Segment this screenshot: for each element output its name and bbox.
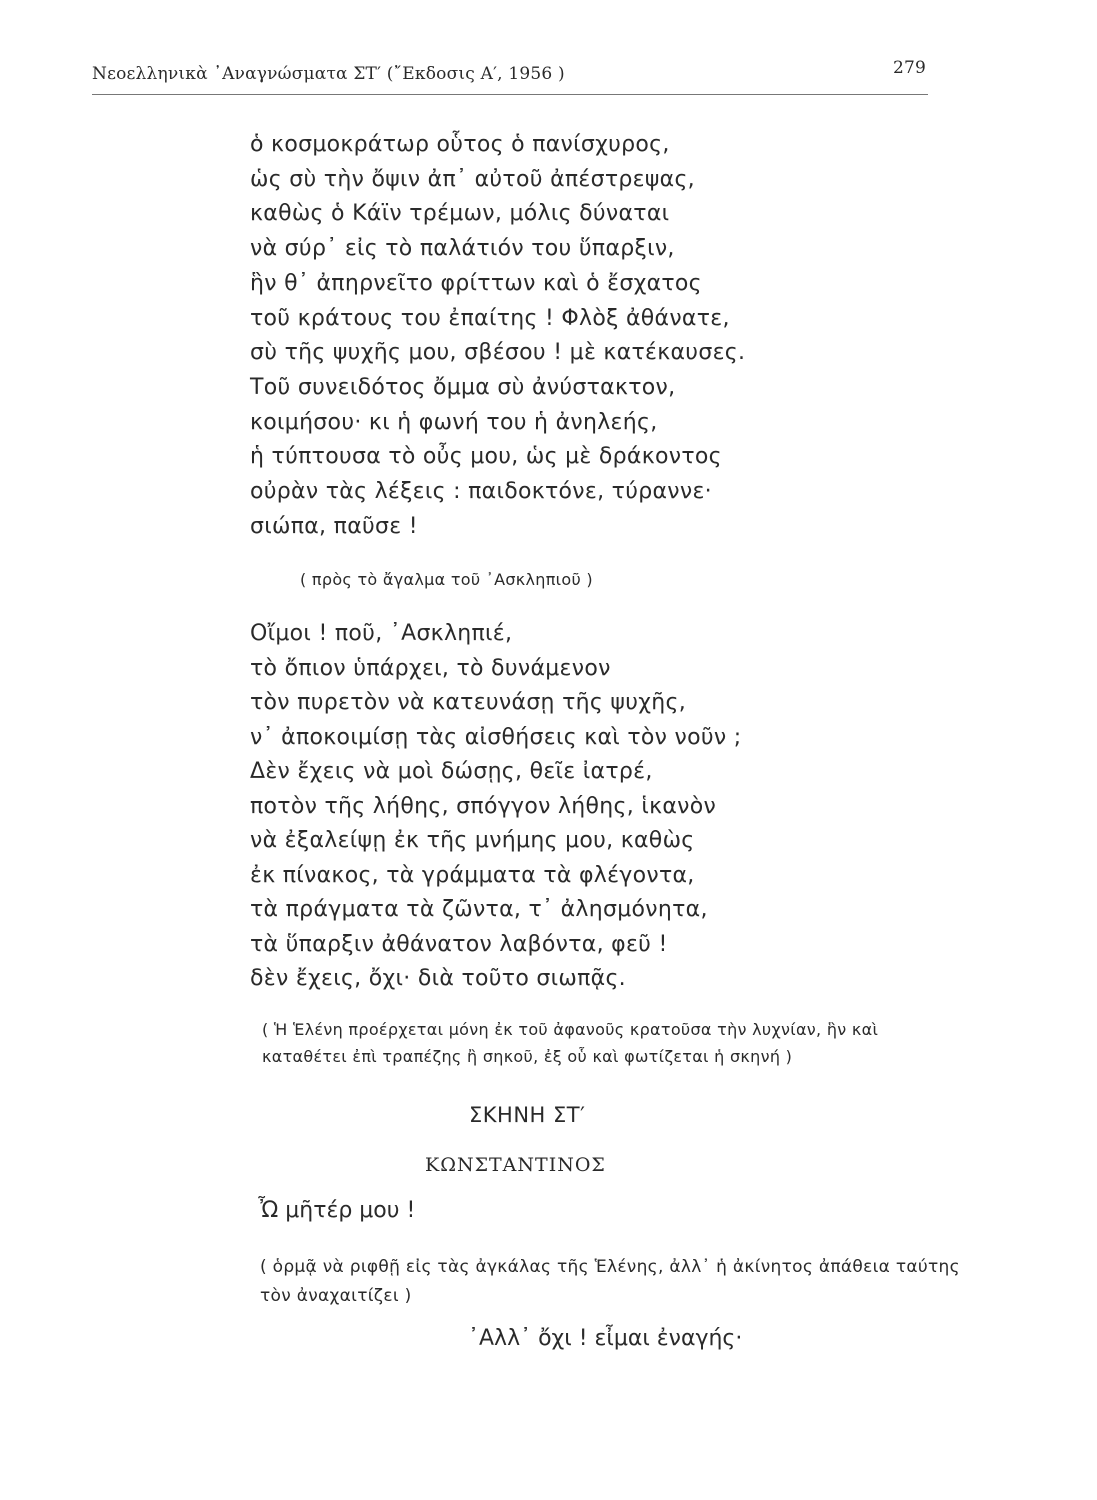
verse-line: τὸ ὄπιον ὑπάρχει, τὸ δυνάμενον — [250, 655, 611, 681]
stage-direction-embrace: ( ὁρμᾷ νὰ ριφθῇ εἰς τὰς ἀγκάλας τῆς Ἑλένης, ἀλλ᾿ ἡ ἀκίνητος ἀπάθεια ταύτης τὸν ἀναχαιτίζει ) — [260, 1257, 960, 1306]
page-number: 279 — [892, 58, 926, 78]
verse-block-1 — [250, 128, 745, 544]
running-header — [92, 58, 928, 92]
speaker-name: ΚΩΝΣΤΑΝΤΙΝΟΣ — [425, 1154, 606, 1176]
verse-line: νὰ ἐξαλείψῃ ἐκ τῆς μνήμης μου, καθὼς — [250, 828, 695, 853]
verse-line: Τοῦ συνειδότος ὄμμα σὺ ἀνύστακτον, — [250, 374, 676, 400]
verse-line: δὲν ἔχεις, ὄχι· διὰ τοῦτο σιωπᾷς. — [250, 966, 626, 991]
verse-line: ὡς σὺ τὴν ὄψιν ἀπ᾿ αὐτοῦ ἀπέστρεψας, — [250, 166, 695, 192]
verse-line: τὸν πυρετὸν νὰ κατευνάσῃ τῆς ψυχῆς, — [250, 690, 686, 715]
verse-line: καθὼς ὁ Κάϊν τρέμων, μόλις δύναται — [250, 201, 670, 227]
running-title: Νεοελληνικὰ ᾿Αναγνώσματα ΣΤ′ (῎Εκδοσις Α′, 1956 ) — [92, 64, 565, 84]
verse-line: τὰ ὕπαρξιν ἀθάνατον λαβόντα, φεῦ ! — [250, 931, 668, 957]
header-rule — [92, 94, 928, 95]
verse-line: νὰ σύρ᾿ εἰς τὸ παλάτιόν του ὕπαρξιν, — [250, 236, 675, 262]
verse-block-2 — [250, 617, 741, 997]
stage-direction-asclepius: ( πρὸς τὸ ἄγαλμα τοῦ ᾿Ασκληπιοῦ ) — [300, 570, 593, 589]
scene-heading: ΣΚΗΝΗ ΣΤ′ — [469, 1103, 586, 1127]
verse-line: οὐρὰν τὰς λέξεις : παιδοκτόνε, τύραννε· — [250, 479, 712, 505]
speech-line: ᾿Αλλ᾿ ὄχι ! εἶμαι ἐναγής· — [468, 1326, 743, 1351]
verse-line: σιώπα, παῦσε ! — [250, 513, 418, 539]
verse-line: ἣν θ᾿ ἀπηρνεῖτο φρίττων καὶ ὁ ἔσχατος — [250, 270, 702, 296]
stage-direction-helen-enters: ( Ἡ Ἑλένη προέρχεται μόνη ἐκ τοῦ ἀφανοῦς κρατοῦσα τὴν λυχνίαν, ἣν καὶ καταθέτει ἐπὶ τραπέζης ἢ σηκοῦ, ἐξ οὗ καὶ φωτίζεται ἡ σκηνή ) — [262, 1020, 879, 1066]
verse-line: Οἴμοι ! ποῦ, ᾿Ασκληπιέ, — [250, 621, 513, 646]
speech-line: Ὦ μῆτέρ μου ! — [258, 1198, 416, 1223]
verse-line: σὺ τῆς ψυχῆς μου, σβέσου ! μὲ κατέκαυσες. — [250, 340, 746, 366]
verse-line: ἐκ πίνακος, τὰ γράμματα τὰ φλέγοντα, — [250, 862, 695, 888]
verse-line: ἡ τύπτουσα τὸ οὖς μου, ὡς μὲ δράκοντος — [250, 444, 722, 470]
verse-line: τοῦ κράτους του ἐπαίτης ! Φλὸξ ἀθάνατε, — [250, 305, 730, 331]
verse-line: ποτὸν τῆς λήθης, σπόγγον λήθης, ἱκανὸν — [250, 793, 717, 819]
verse-line: ν᾿ ἀποκοιμίσῃ τὰς αἰσθήσεις καὶ τὸν νοῦν ; — [250, 724, 742, 750]
verse-line: ὁ κοσμοκράτωρ οὗτος ὁ πανίσχυρος, — [250, 132, 670, 157]
verse-line: κοιμήσου· κι ἡ φωνή του ἡ ἀνηλεής, — [250, 409, 658, 435]
verse-line: Δὲν ἔχεις νὰ μοὶ δώσῃς, θεῖε ἰατρέ, — [250, 759, 653, 784]
verse-line: τὰ πράγματα τὰ ζῶντα, τ᾿ ἀλησμόνητα, — [250, 897, 708, 922]
